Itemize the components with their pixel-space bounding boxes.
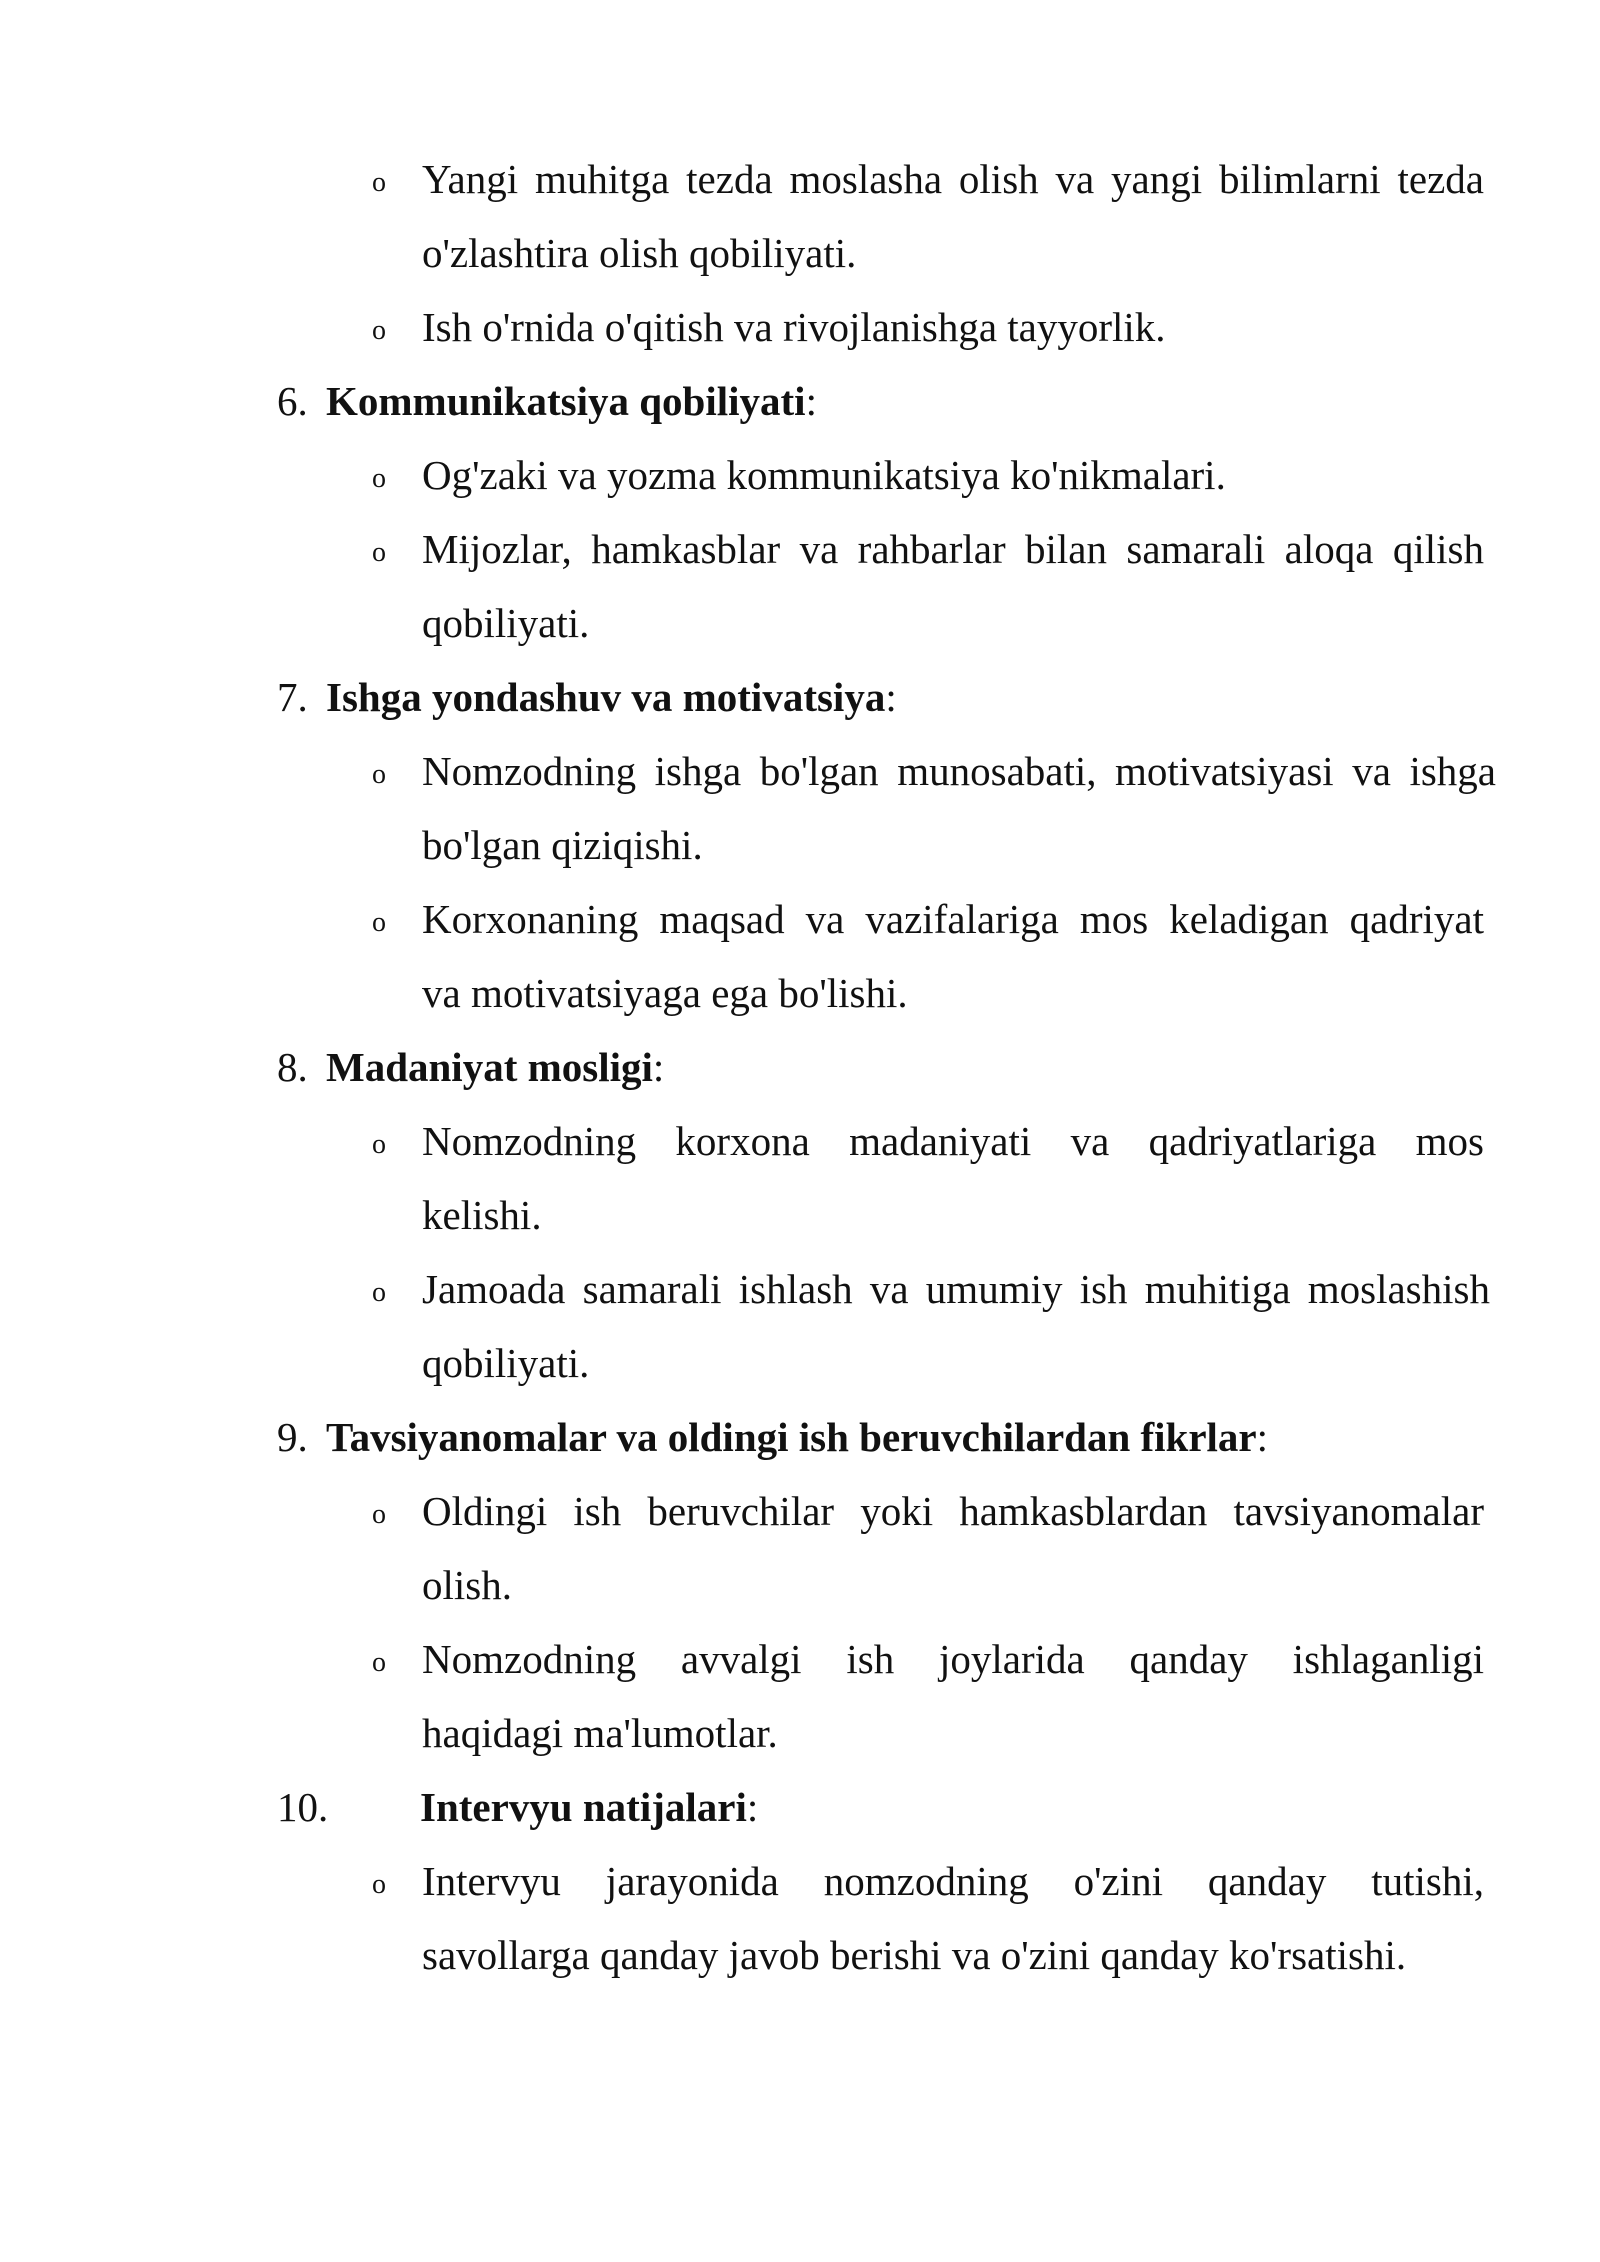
list-item-line: Mijozlar, hamkasblar va rahbarlar bilan samarali aloqa qilish bbox=[422, 526, 1484, 572]
list-item-line: Nomzodning ishga bo'lgan munosabati, motivatsiyasi va ishga bbox=[422, 748, 1496, 794]
heading-colon: : bbox=[885, 674, 897, 720]
bullet-marker: o bbox=[372, 537, 386, 568]
section-heading bbox=[326, 660, 897, 734]
bullet-marker: o bbox=[372, 1499, 386, 1530]
section-heading bbox=[326, 1030, 664, 1104]
list-item-line: Ish o'rnida o'qitish va rivojlanishga tayyorlik. bbox=[422, 304, 1166, 350]
list-number: 6. bbox=[277, 378, 308, 424]
list-number: 9. bbox=[277, 1414, 308, 1460]
list-item-line: Oldingi ish beruvchilar yoki hamkasblardan tavsiyanomalar bbox=[422, 1488, 1484, 1534]
section-title: Tavsiyanomalar va oldingi ish beruvchilardan fikrlar bbox=[326, 1414, 1257, 1460]
list-item-line: qobiliyati. bbox=[422, 1340, 590, 1386]
bullet-marker: o bbox=[372, 167, 386, 198]
bullet-marker: o bbox=[372, 1869, 386, 1900]
list-item-line: va motivatsiyaga ega bo'lishi. bbox=[422, 970, 908, 1016]
heading-colon: : bbox=[746, 1784, 759, 1830]
list-item-line: Nomzodning korxona madaniyati va qadriyatlariga mos bbox=[422, 1118, 1484, 1164]
list-item-line: Jamoada samarali ishlash va umumiy ish muhitiga moslashish bbox=[422, 1266, 1490, 1312]
section-heading bbox=[326, 1400, 1268, 1474]
section-heading bbox=[420, 1770, 758, 1844]
bullet-marker: o bbox=[372, 463, 386, 494]
bullet-marker: o bbox=[372, 907, 386, 938]
list-item-line: bo'lgan qiziqishi. bbox=[422, 822, 703, 868]
list-item-line: o'zlashtira olish qobiliyati. bbox=[422, 230, 857, 276]
section-title: Ishga yondashuv va motivatsiya bbox=[326, 674, 886, 720]
heading-colon: : bbox=[1256, 1414, 1269, 1460]
list-item-line: Og'zaki va yozma kommunikatsiya ko'nikmalari. bbox=[422, 452, 1226, 498]
list-item-line: qobiliyati. bbox=[422, 600, 590, 646]
section-title: Madaniyat mosligi bbox=[326, 1044, 653, 1090]
section-title: Kommunikatsiya qobiliyati bbox=[326, 378, 806, 424]
bullet-marker: o bbox=[372, 1129, 386, 1160]
list-number: 8. bbox=[277, 1044, 308, 1090]
section-heading bbox=[326, 364, 817, 438]
bullet-marker: o bbox=[372, 759, 386, 790]
list-number: 7. bbox=[277, 674, 308, 720]
list-item-line: olish. bbox=[422, 1562, 512, 1608]
list-item-line: savollarga qanday javob berishi va o'zini qanday ko'rsatishi. bbox=[422, 1932, 1407, 1978]
heading-colon: : bbox=[652, 1044, 665, 1090]
list-item-line: kelishi. bbox=[422, 1192, 542, 1238]
list-item-line: Intervyu jarayonida nomzodning o'zini qanday tutishi, bbox=[422, 1858, 1484, 1904]
bullet-marker: o bbox=[372, 1277, 386, 1308]
list-item-line: haqidagi ma'lumotlar. bbox=[422, 1710, 778, 1756]
section-title: Intervyu natijalari bbox=[420, 1784, 747, 1830]
heading-colon: : bbox=[805, 378, 817, 424]
bullet-marker: o bbox=[372, 315, 386, 346]
list-item-line: Nomzodning avvalgi ish joylarida qanday ishlaganligi bbox=[422, 1636, 1484, 1682]
bullet-marker: o bbox=[372, 1647, 386, 1678]
list-item-line: Korxonaning maqsad va vazifalariga mos keladigan qadriyat bbox=[422, 896, 1484, 942]
list-item-line: Yangi muhitga tezda moslasha olish va yangi bilimlarni tezda bbox=[422, 156, 1484, 202]
list-number: 10. bbox=[277, 1784, 329, 1830]
